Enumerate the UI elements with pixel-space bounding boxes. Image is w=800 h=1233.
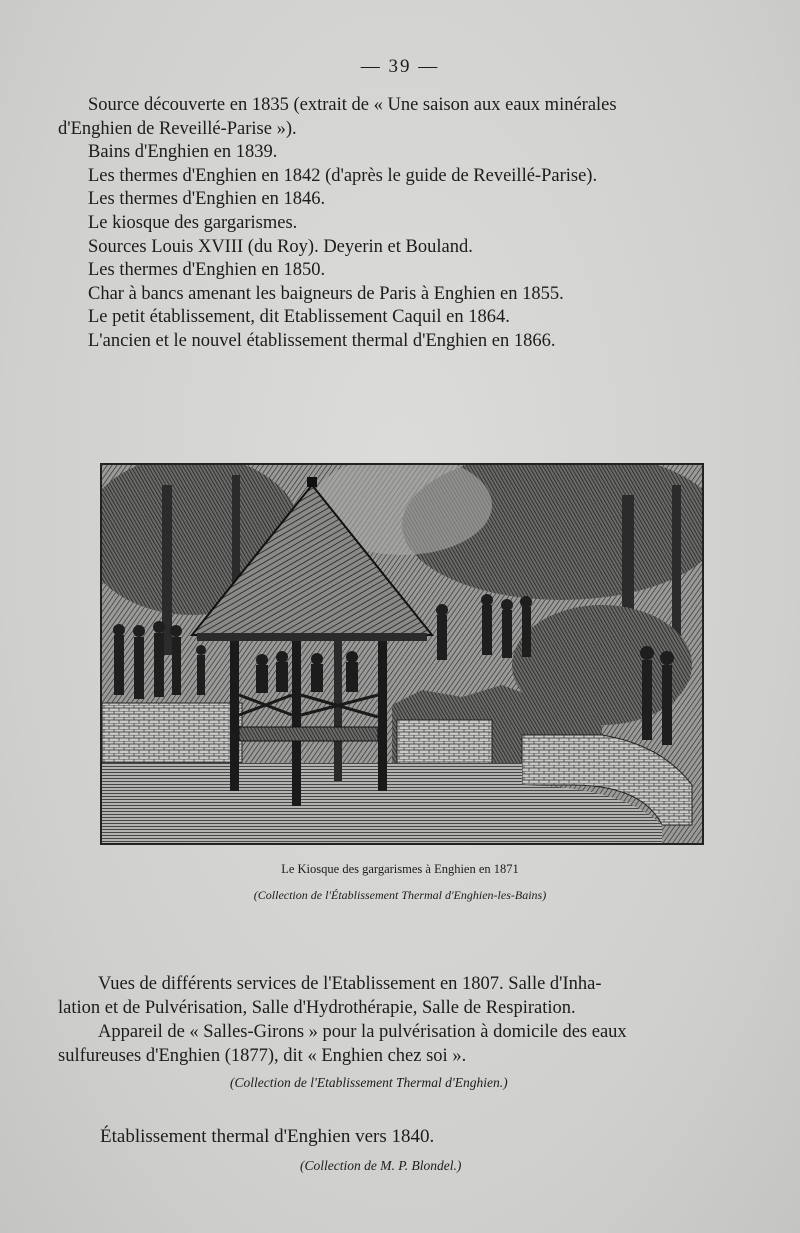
figure-credit: (Collection de l'Établissement Thermal d'Enghien-les-Bains): [253, 888, 547, 902]
etablissement-heading: Établissement thermal d'Enghien vers 1840.: [100, 1126, 435, 1147]
collection-credit: (Collection de M. P. Blondel.): [300, 1158, 462, 1173]
list-item: Bains d'Enghien en 1839.: [88, 142, 278, 163]
list-item: Le kiosque des gargarismes.: [88, 212, 298, 233]
page-number: — 39 —: [360, 56, 440, 77]
pool-wall-left: [102, 703, 242, 763]
list-item: Les thermes d'Enghien en 1842 (d'après le guide de Reveillé-Parise).: [88, 165, 598, 186]
kiosque-engraving: [102, 465, 702, 843]
list-item: L'ancien et le nouvel établissement thermal d'Enghien en 1866.: [88, 330, 556, 351]
paragraph-line: Appareil de « Salles-Girons » pour la pulvérisation à domicile des eaux: [98, 1022, 627, 1042]
list-item: Le petit établissement, dit Etablissement Caquil en 1864.: [88, 307, 510, 328]
paragraph-line: Vues de différents services de l'Etablissement en 1807. Salle d'Inha-: [98, 974, 602, 994]
engraving-illustration: [100, 463, 704, 845]
list-item: Source découverte en 1835 (extrait de « Une saison aux eaux minérales: [88, 95, 617, 115]
pool-wall-center: [397, 720, 492, 770]
list-item: d'Enghien de Reveillé-Parise »).: [58, 118, 297, 139]
list-item: Les thermes d'Enghien en 1850.: [88, 260, 326, 281]
figure-caption: Le Kiosque des gargarismes à Enghien en 1871: [281, 862, 519, 876]
paragraph-line: sulfureuses d'Enghien (1877), dit « Enghien chez soi ».: [58, 1046, 467, 1066]
list-item: Sources Louis XVIII (du Roy). Deyerin et Bouland.: [88, 236, 473, 257]
list-item: Les thermes d'Enghien en 1846.: [88, 189, 326, 210]
list-item: Char à bancs amenant les baigneurs de Paris à Enghien en 1855.: [88, 283, 564, 304]
paragraph-line: lation et de Pulvérisation, Salle d'Hydrothérapie, Salle de Respiration.: [58, 998, 576, 1018]
paragraph-services: [58, 972, 758, 1020]
collection-credit: (Collection de l'Etablissement Thermal d'Enghien.): [230, 1075, 508, 1090]
paragraph-appareil: [58, 1020, 758, 1068]
illustration-list: [58, 94, 758, 354]
